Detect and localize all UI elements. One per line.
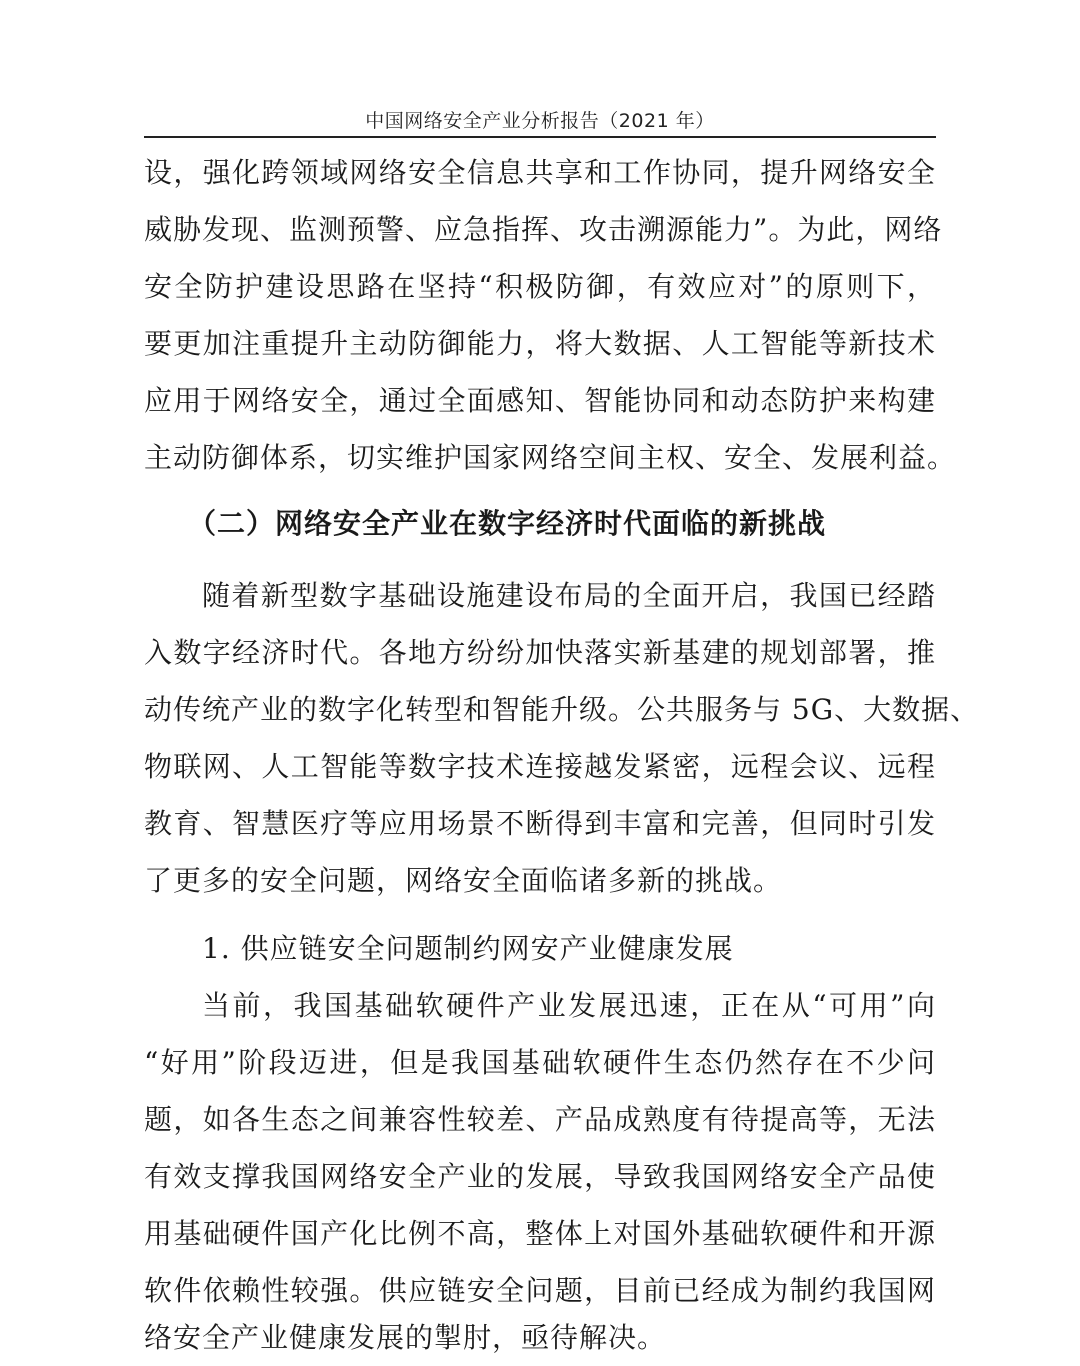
header-rule (144, 136, 936, 138)
section-heading: （二）网络安全产业在数字经济时代面临的新挑战 (188, 507, 827, 540)
subsection-heading: 1. 供应链安全问题制约网安产业健康发展 (202, 932, 734, 965)
paragraph-1-line: 应用于网络安全，通过全面感知、智能协同和动态防护来构建 (144, 384, 936, 417)
paragraph-1-line: 要更加注重提升主动防御能力，将大数据、人工智能等新技术 (144, 327, 936, 360)
paragraph-3-line: “好用”阶段迈进，但是我国基础软硬件生态仍然存在不少问 (144, 1046, 936, 1079)
paragraph-1-line: 威胁发现、监测预警、应急指挥、攻击溯源能力”。为此，网络 (144, 213, 943, 246)
paragraph-2-line: 入数字经济时代。各地方纷纷加快落实新基建的规划部署，推 (144, 636, 936, 669)
paragraph-2-line: 物联网、人工智能等数字技术连接越发紧密，远程会议、远程 (144, 750, 936, 783)
paragraph-3-line: 题，如各生态之间兼容性较差、产品成熟度有待提高等，无法 (144, 1103, 936, 1136)
paragraph-1-line: 主动防御体系，切实维护国家网络空间主权、安全、发展利益。 (144, 441, 957, 474)
paragraph-3-line: 软件依赖性较强。供应链安全问题，目前已经成为制约我国网 (144, 1274, 936, 1307)
paragraph-1-line: 设，强化跨领域网络安全信息共享和工作协同，提升网络安全 (144, 156, 936, 189)
paragraph-2-line: 了更多的安全问题，网络安全面临诸多新的挑战。 (144, 864, 783, 897)
paragraph-2-line: 教育、智慧医疗等应用场景不断得到丰富和完善，但同时引发 (144, 807, 936, 840)
paragraph-3-line: 络安全产业健康发展的掣肘，亟待解决。 (144, 1321, 667, 1354)
paragraph-3-line: 当前，我国基础软硬件产业发展迅速，正在从“可用”向 (202, 989, 936, 1022)
paragraph-3-line: 有效支撑我国网络安全产业的发展，导致我国网络安全产品使 (144, 1160, 936, 1193)
paragraph-2-line: 随着新型数字基础设施建设布局的全面开启，我国已经踏 (202, 579, 936, 612)
paragraph-1-line: 安全防护建设思路在坚持“积极防御，有效应对”的原则下， (144, 270, 936, 303)
paragraph-3-line: 用基础硬件国产化比例不高，整体上对国外基础软硬件和开源 (144, 1217, 936, 1250)
running-header: 中国网络安全产业分析报告（2021 年） (365, 110, 715, 132)
paragraph-2-line: 动传统产业的数字化转型和智能升级。公共服务与 5G、大数据、 (144, 693, 980, 726)
